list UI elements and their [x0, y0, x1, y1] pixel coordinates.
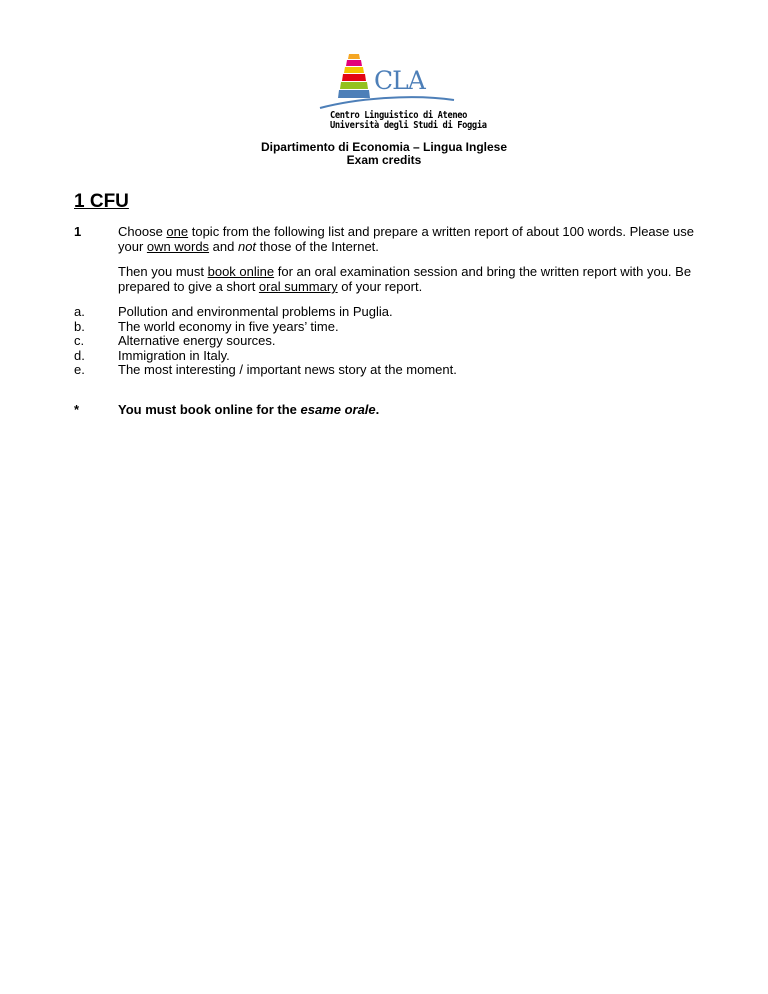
list-item-text: Pollution and environmental problems in Puglia. — [118, 304, 393, 319]
task-instructions: Choose one topic from the following list and prepare a written report of about 100 words. Please use your own words and not those of the Internet. — [118, 224, 694, 254]
department-heading: Dipartimento di Economia – Lingua Inglese — [260, 140, 508, 154]
list-item-text: The world economy in five years’ time. — [118, 318, 339, 334]
logo-line-1: Centro Linguistico di Ateneo — [330, 110, 468, 121]
list-item-text: Alternative energy sources. — [118, 333, 276, 348]
list-marker: e. — [74, 362, 85, 377]
cla-logo — [318, 50, 487, 134]
note-text: You must book online for the esame orale. — [118, 402, 380, 417]
list-marker: a. — [74, 304, 85, 319]
list-item-text: The most interesting / important news story at the moment. — [118, 362, 457, 377]
logo-line-2: Università degli Studi di Foggia — [330, 120, 487, 131]
logo-acronym: CLA — [374, 66, 425, 95]
note-marker: * — [74, 402, 80, 417]
list-marker: c. — [74, 333, 85, 348]
subtitle-heading: Exam credits — [346, 153, 422, 167]
list-marker: d. — [74, 347, 85, 363]
booking-instructions: Then you must book online for an oral examination session and bring the written report with you. Be prepared to give a short oral summary of your report. — [118, 264, 692, 294]
list-marker: b. — [74, 318, 85, 334]
task-number: 1 — [74, 224, 82, 239]
list-item-text: Immigration in Italy. — [118, 347, 230, 363]
section-title: 1 CFU — [74, 191, 129, 212]
